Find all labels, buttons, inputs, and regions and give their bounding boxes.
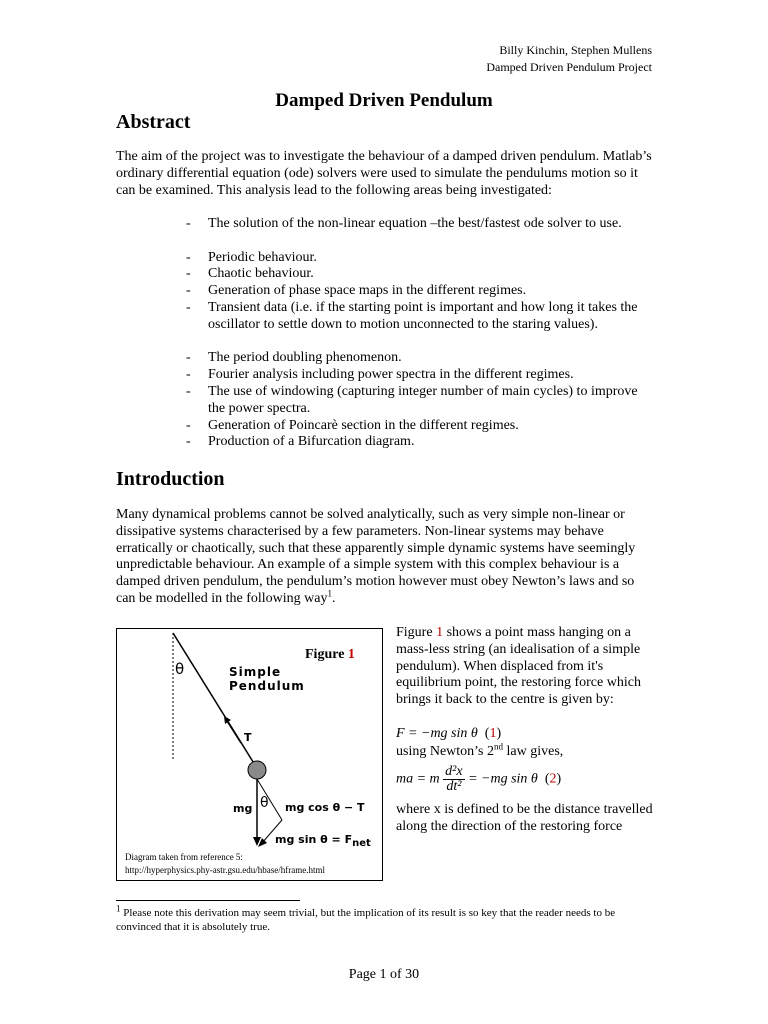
equation-1: F = −mg sin θ (1) bbox=[396, 726, 502, 741]
list-item: - Chaotic behaviour. bbox=[186, 266, 314, 282]
tension-label: T bbox=[244, 731, 252, 744]
list-item: - Generation of phase space maps in the different regimes. bbox=[186, 283, 527, 299]
abstract-heading: Abstract bbox=[116, 111, 191, 133]
introduction-heading: Introduction bbox=[116, 468, 225, 490]
theta-symbol: θ bbox=[175, 660, 185, 678]
list-item: - Transient data (i.e. if the starting point is important and how long it takes the oscillator to settle down to motion unconnected to the staring values). bbox=[186, 300, 638, 332]
tension-arrow bbox=[227, 721, 241, 743]
footnote-ref[interactable]: 1 bbox=[327, 588, 332, 599]
list-item: - The solution of the non-linear equation –the best/fastest ode solver to use. bbox=[186, 216, 622, 231]
equation-1-number: 1 bbox=[489, 726, 497, 741]
mg-label: mg bbox=[233, 802, 253, 815]
restoring-force-text: where x is defined to be the distance travelled along the direction of the restoring force bbox=[396, 802, 653, 834]
figure-1 bbox=[116, 628, 383, 881]
list-item: - Generation of Poincarè section in the different regimes. bbox=[186, 417, 519, 433]
figure-ref[interactable]: 1 bbox=[436, 625, 444, 640]
figure-description: Figure 1 shows a point mass hanging on a mass-less string (an idealisation of a simple pendulum). When displaced from it's equilibrium point, the restoring force which brings it back to the centre is given by: bbox=[396, 625, 641, 708]
list-item: - The use of windowing (capturing integer number of main cycles) to improve the power spectra. bbox=[186, 384, 638, 416]
mg-cos-label: mg cos θ − T bbox=[285, 801, 365, 814]
mg-sin-label: mg $\sin \theta = F_{net}$ bbox=[275, 833, 371, 850]
newton-law-text: using Newton’s 2nd law gives, bbox=[396, 741, 564, 759]
page-number: Page 1 of 30 bbox=[348, 967, 420, 982]
list-item: - Fourier analysis including power spectra in the different regimes. bbox=[186, 367, 574, 383]
abstract-intro: The aim of the project was to investigate the behaviour of a damped driven pendulum. Matlab’s ordinary differential equation (ode) solvers were used to simulate the pendulums motion so it can be examined. This analysis lead to the following areas being investigated: bbox=[116, 149, 652, 198]
pendulum-label: Pendulum bbox=[229, 679, 305, 693]
footnote-divider bbox=[116, 900, 300, 901]
list-item: - The period doubling phenomenon. bbox=[186, 350, 402, 366]
theta-symbol-2: θ bbox=[260, 795, 269, 811]
footnote: $^1$ Please note this derivation may seem trivial, but the implication of its result is so key that the reader needs to be convinced that it is absolutely true. bbox=[116, 903, 616, 933]
introduction-text: Many dynamical problems cannot be solved analytically, such as very simple non-linear or dissipative systems characterised by a few parameters. Non-linear systems may behave erratically or chaotically, such that these apparently simple dynamic systems have seemingly unpredictable behaviour. An example of a simple system with this complex behaviour is a damped driven pendulum, the pendulum’s motion however must obey Newton’s laws and so can be modelled in the following way$^1$. bbox=[116, 507, 636, 606]
figure-caption: Diagram taken from reference 5: http://hyperphysics.phy-astr.gsu.edu/hbase/hframe.html bbox=[125, 852, 325, 875]
figure-label: Figure 1 bbox=[305, 647, 355, 662]
equation-2: ma = m $\frac{\text{d²x}}{\text{dt²}}$ = −mg sin θ (2) bbox=[396, 764, 562, 794]
list-item: - Production of a Bifurcation diagram. bbox=[186, 434, 415, 450]
source-link[interactable]: http://hyperphysics.phy-astr.gsu.edu/hbase/hframe.html bbox=[125, 865, 325, 875]
simple-label: Simple bbox=[229, 665, 282, 679]
pendulum-string bbox=[173, 633, 255, 765]
equation-2-number: 2 bbox=[549, 771, 557, 787]
header-authors: Billy Kinchin, Stephen Mullens bbox=[499, 43, 652, 57]
list-item: - Periodic behaviour. bbox=[186, 249, 317, 265]
header-project: Damped Driven Pendulum Project bbox=[486, 60, 652, 74]
page-title: Damped Driven Pendulum bbox=[275, 90, 493, 111]
pendulum-bob bbox=[248, 761, 266, 779]
